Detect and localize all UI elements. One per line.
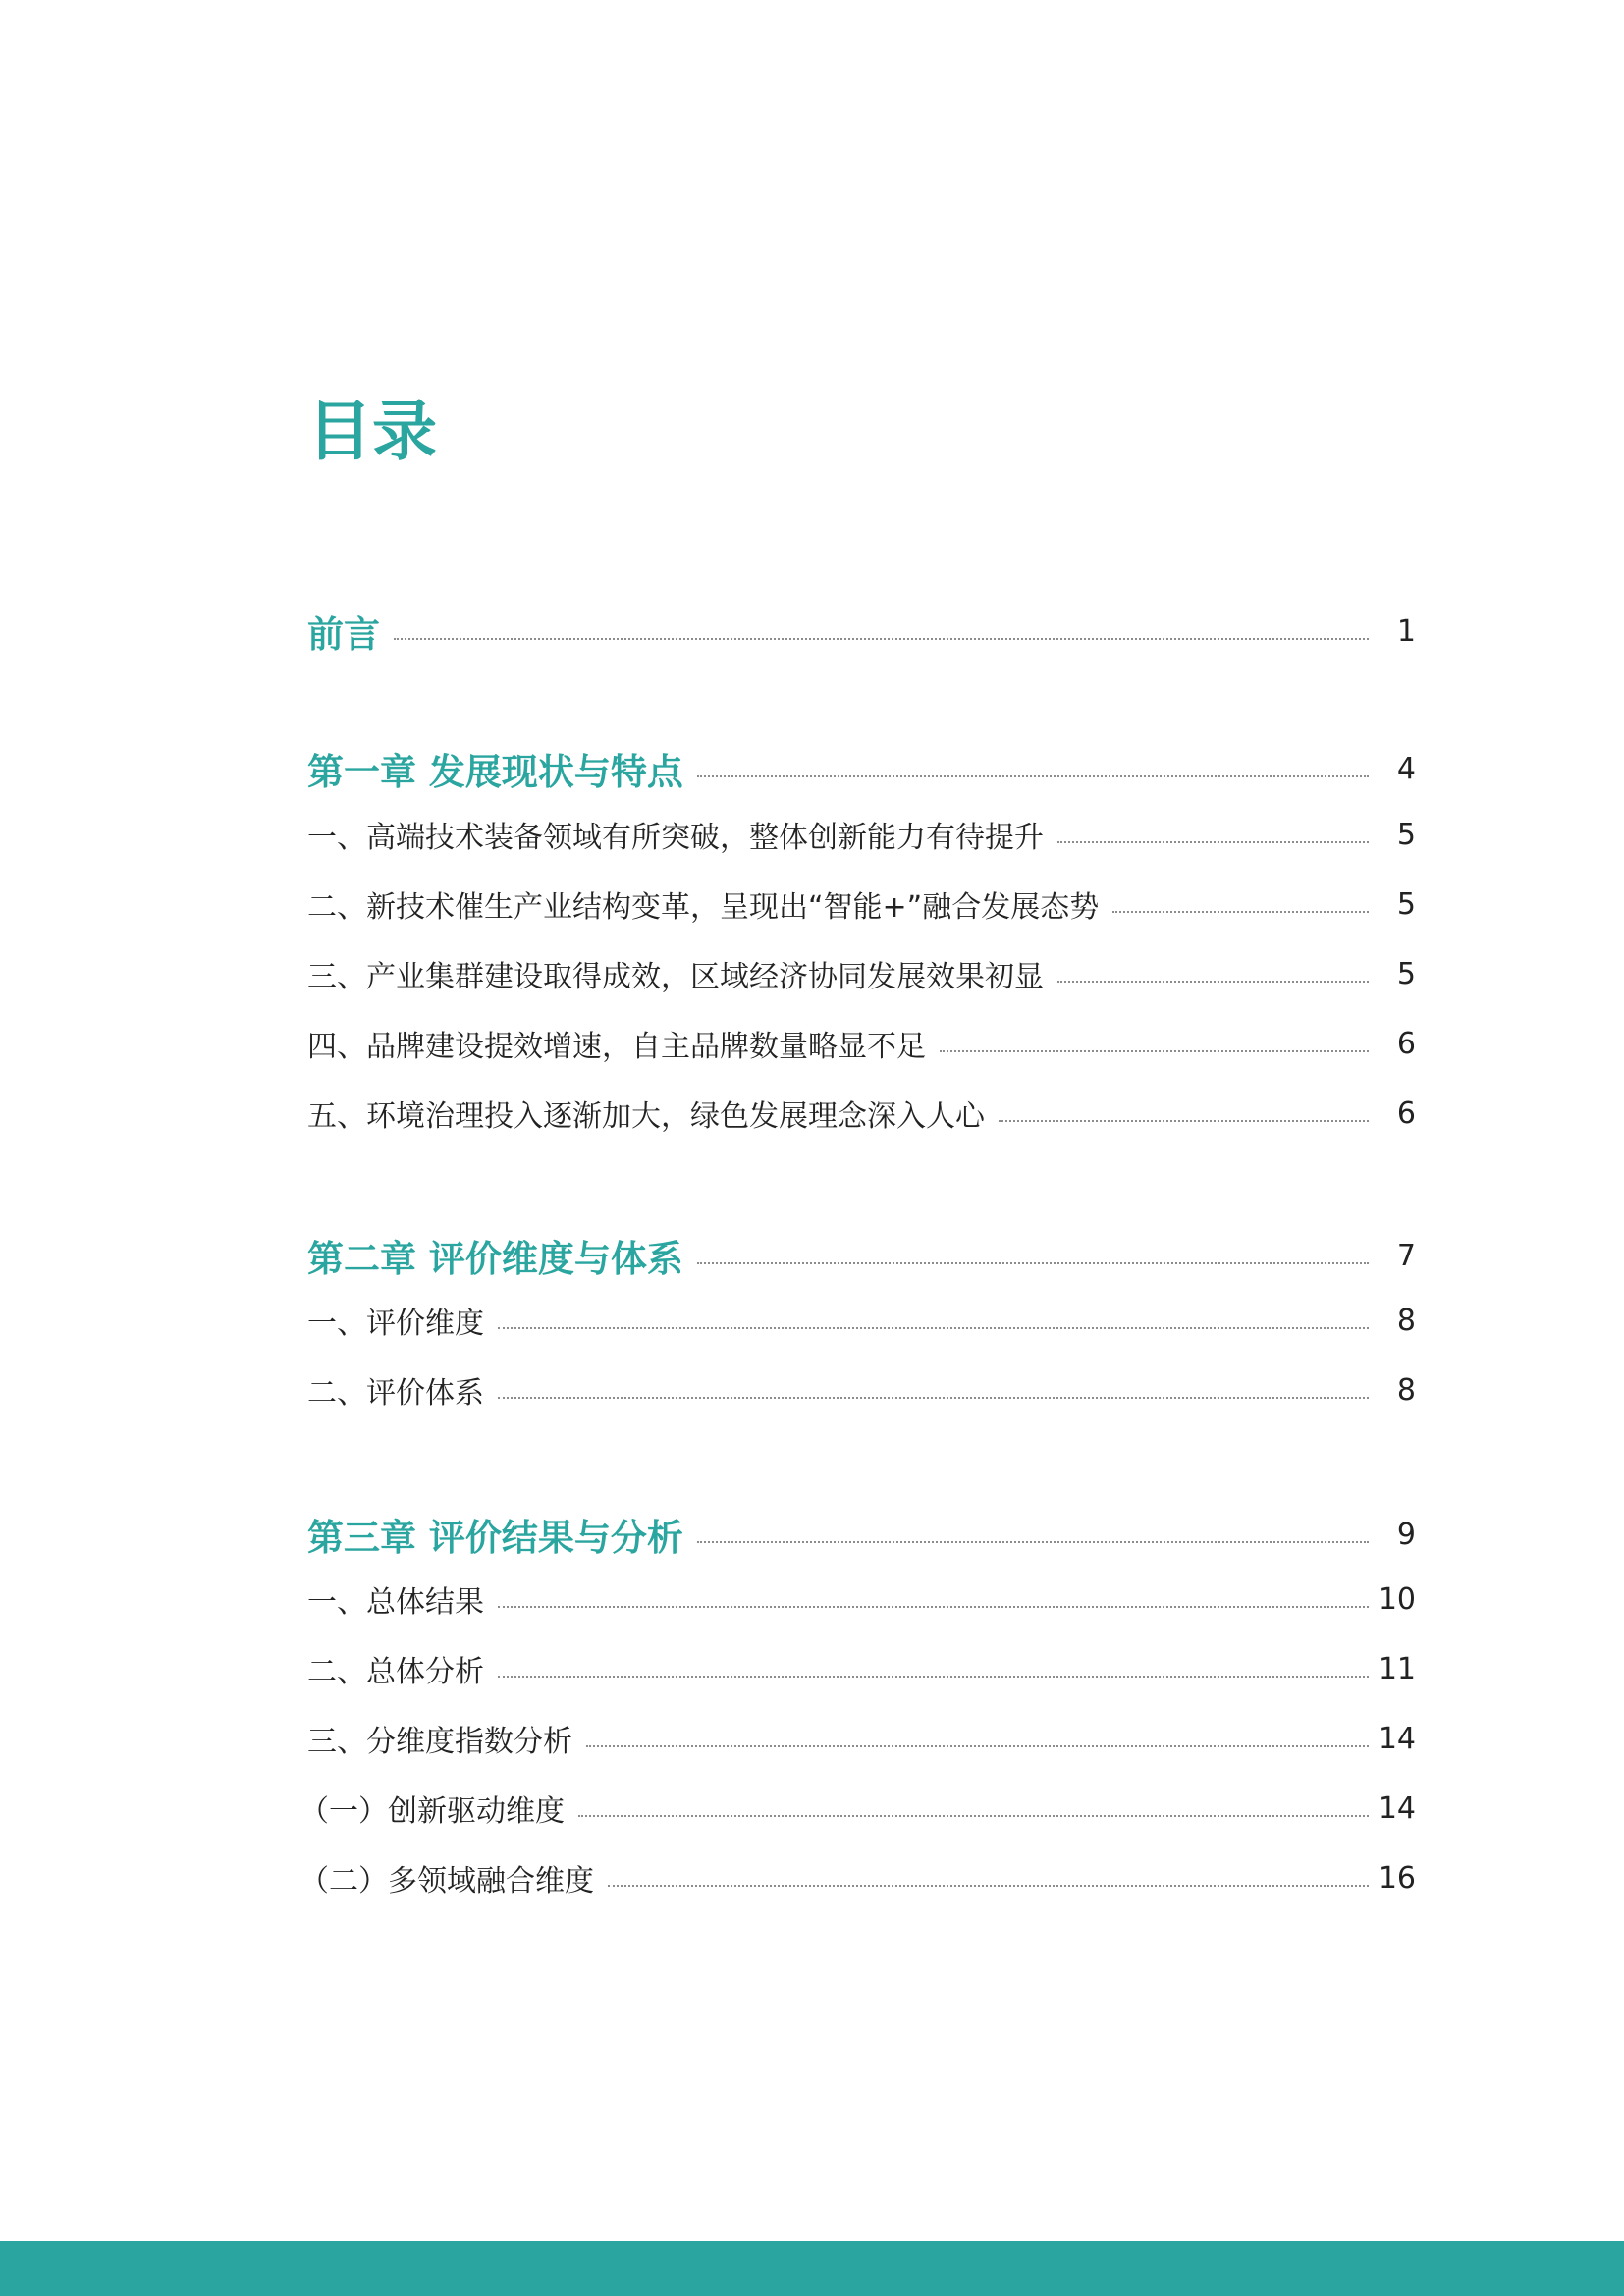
dot-leader [578, 1815, 1369, 1817]
toc-entry-page: 5 [1396, 956, 1416, 991]
toc-entry-chapter-2[interactable] [307, 1231, 1416, 1280]
toc-entry-chapter-3[interactable] [307, 1510, 1416, 1559]
toc-entry-page: 11 [1378, 1651, 1416, 1686]
toc-entry-page: 8 [1396, 1303, 1416, 1338]
toc-entry-page: 10 [1378, 1581, 1416, 1617]
toc-entry-label: （二）多领域融合维度 [299, 1864, 594, 1898]
toc-entry-section[interactable] [307, 1644, 1416, 1693]
toc-entry-page: 16 [1378, 1860, 1416, 1896]
toc-entry-subsection[interactable] [299, 1784, 1416, 1833]
toc-entry-section[interactable] [307, 1575, 1416, 1624]
dot-leader [608, 1885, 1369, 1887]
toc-entry-label: 一、总体结果 [307, 1585, 484, 1620]
dot-leader [498, 1606, 1369, 1608]
toc-entry-page: 4 [1396, 751, 1416, 786]
toc-entry-section[interactable] [307, 1714, 1416, 1763]
toc-entry-label: 二、评价体系 [307, 1376, 484, 1411]
toc-entry-label: （一）创新驱动维度 [299, 1794, 565, 1829]
toc-entry-label: 第一章 发展现状与特点 [307, 751, 683, 793]
toc-entry-page: 5 [1396, 817, 1416, 852]
toc-entry-label: 二、新技术催生产业结构变革，呈现出“智能+”融合发展态势 [307, 890, 1100, 925]
toc-entry-section[interactable] [307, 1365, 1416, 1415]
toc-entry-label: 四、品牌建设提效增速，自主品牌数量略显不足 [307, 1030, 926, 1064]
toc-entry-subsection[interactable] [299, 1853, 1416, 1902]
toc-entry-preface[interactable] [307, 607, 1416, 656]
dot-leader [697, 1262, 1369, 1264]
dot-leader [498, 1676, 1369, 1678]
toc-entry-label: 第二章 评价维度与体系 [307, 1238, 683, 1280]
toc-entry-page: 14 [1378, 1721, 1416, 1756]
toc-entry-page: 7 [1396, 1238, 1416, 1273]
toc-entry-label: 前言 [307, 614, 380, 656]
dot-leader [498, 1327, 1369, 1329]
toc-entry-label: 五、环境治理投入逐渐加大，绿色发展理念深入人心 [307, 1099, 985, 1134]
dot-leader [394, 638, 1369, 640]
page-title: 目录 [307, 394, 437, 469]
toc-entry-label: 三、产业集群建设取得成效，区域经济协同发展效果初显 [307, 960, 1044, 994]
toc-entry-page: 14 [1378, 1790, 1416, 1826]
dot-leader [498, 1397, 1369, 1399]
toc-entry-page: 6 [1396, 1026, 1416, 1061]
toc-entry-chapter-1[interactable] [307, 744, 1416, 793]
toc-entry-section[interactable] [307, 1019, 1416, 1068]
dot-leader [697, 1541, 1369, 1543]
dot-leader [940, 1050, 1369, 1052]
toc-entry-section[interactable] [307, 880, 1416, 929]
toc-entry-label: 第三章 评价结果与分析 [307, 1517, 683, 1559]
toc-entry-label: 一、评价维度 [307, 1307, 484, 1341]
toc-entry-page: 6 [1396, 1095, 1416, 1131]
toc-entry-section[interactable] [307, 810, 1416, 859]
dot-leader [999, 1120, 1369, 1122]
toc-entry-section[interactable] [307, 1089, 1416, 1138]
dot-leader [586, 1745, 1369, 1747]
toc-entry-label: 一、高端技术装备领域有所突破，整体创新能力有待提升 [307, 821, 1044, 855]
toc-entry-page: 1 [1396, 614, 1416, 649]
toc-entry-page: 5 [1396, 886, 1416, 922]
toc-entry-page: 8 [1396, 1372, 1416, 1408]
toc-entry-section[interactable] [307, 1296, 1416, 1345]
dot-leader [1057, 841, 1369, 843]
dot-leader [1057, 981, 1369, 983]
toc-entry-section[interactable] [307, 949, 1416, 998]
toc-entry-label: 二、总体分析 [307, 1655, 484, 1689]
footer-accent-bar [0, 2241, 1624, 2296]
toc-entry-page: 9 [1396, 1517, 1416, 1552]
toc-entry-label: 三、分维度指数分析 [307, 1725, 572, 1759]
dot-leader [1112, 911, 1369, 913]
dot-leader [697, 775, 1369, 777]
